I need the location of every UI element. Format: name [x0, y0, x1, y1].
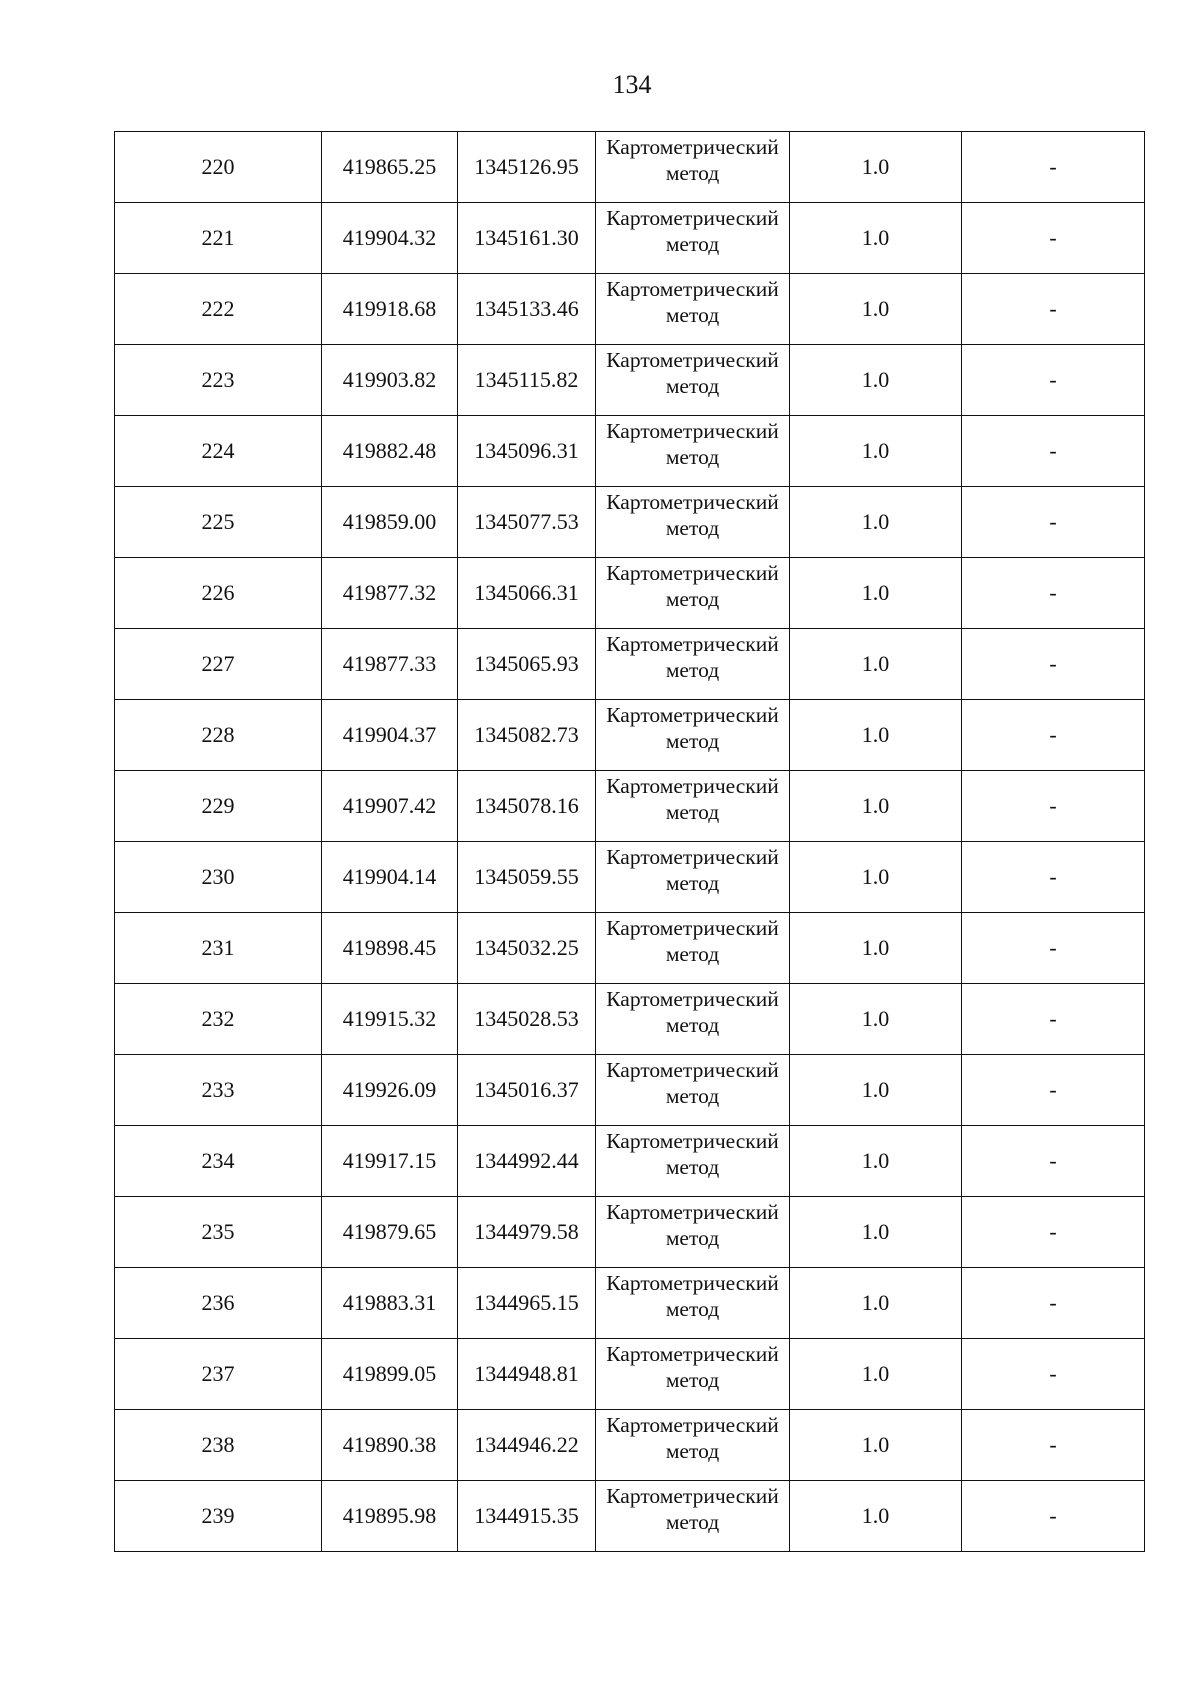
note-cell: -	[962, 1268, 1145, 1339]
method-cell	[596, 203, 790, 274]
method-line2: метод	[665, 587, 720, 611]
method-line2: метод	[665, 1084, 720, 1108]
x-coordinate-cell: 419895.98	[322, 1481, 458, 1552]
x-coordinate-cell: 419904.14	[322, 842, 458, 913]
x-coordinate-cell: 419907.42	[322, 771, 458, 842]
table-row	[115, 842, 1145, 913]
table-row	[115, 1339, 1145, 1410]
note-cell: -	[962, 416, 1145, 487]
method-line2: метод	[665, 1368, 720, 1392]
method-cell	[596, 700, 790, 771]
method-line1: Картометрический	[606, 277, 779, 301]
table-row	[115, 1410, 1145, 1481]
point-number-cell: 231	[115, 913, 322, 984]
point-number-cell: 229	[115, 771, 322, 842]
y-coordinate-cell: 1344979.58	[458, 1197, 596, 1268]
method-line1: Картометрический	[606, 1413, 779, 1437]
method-line2: метод	[665, 1439, 720, 1463]
method-cell	[596, 913, 790, 984]
method-cell	[596, 558, 790, 629]
x-coordinate-cell: 419899.05	[322, 1339, 458, 1410]
method-line1: Картометрический	[606, 774, 779, 798]
x-coordinate-cell: 419917.15	[322, 1126, 458, 1197]
y-coordinate-cell: 1345161.30	[458, 203, 596, 274]
y-coordinate-cell: 1345078.16	[458, 771, 596, 842]
method-line2: метод	[665, 303, 720, 327]
accuracy-cell: 1.0	[790, 1268, 962, 1339]
method-line1: Картометрический	[606, 561, 779, 585]
table-row	[115, 771, 1145, 842]
y-coordinate-cell: 1345065.93	[458, 629, 596, 700]
table-row	[115, 700, 1145, 771]
point-number-cell: 238	[115, 1410, 322, 1481]
point-number-cell: 225	[115, 487, 322, 558]
table-row	[115, 1481, 1145, 1552]
method-line2: метод	[665, 729, 720, 753]
method-cell	[596, 132, 790, 203]
table-row	[115, 629, 1145, 700]
x-coordinate-cell: 419915.32	[322, 984, 458, 1055]
x-coordinate-cell: 419883.31	[322, 1268, 458, 1339]
method-cell	[596, 345, 790, 416]
table-row	[115, 487, 1145, 558]
method-line1: Картометрический	[606, 916, 779, 940]
note-cell: -	[962, 274, 1145, 345]
method-cell	[596, 629, 790, 700]
note-cell: -	[962, 1055, 1145, 1126]
x-coordinate-cell: 419879.65	[322, 1197, 458, 1268]
method-line2: метод	[665, 942, 720, 966]
point-number-cell: 230	[115, 842, 322, 913]
point-number-cell: 227	[115, 629, 322, 700]
x-coordinate-cell: 419865.25	[322, 132, 458, 203]
accuracy-cell: 1.0	[790, 1481, 962, 1552]
y-coordinate-cell: 1344992.44	[458, 1126, 596, 1197]
accuracy-cell: 1.0	[790, 1197, 962, 1268]
note-cell: -	[962, 629, 1145, 700]
accuracy-cell: 1.0	[790, 132, 962, 203]
method-cell	[596, 1481, 790, 1552]
accuracy-cell: 1.0	[790, 416, 962, 487]
method-line2: метод	[665, 374, 720, 398]
accuracy-cell: 1.0	[790, 629, 962, 700]
accuracy-cell: 1.0	[790, 700, 962, 771]
method-line1: Картометрический	[606, 1200, 779, 1224]
method-line2: метод	[665, 658, 720, 682]
accuracy-cell: 1.0	[790, 487, 962, 558]
table-row	[115, 1197, 1145, 1268]
method-cell	[596, 487, 790, 558]
y-coordinate-cell: 1345059.55	[458, 842, 596, 913]
accuracy-cell: 1.0	[790, 345, 962, 416]
note-cell: -	[962, 345, 1145, 416]
y-coordinate-cell: 1344948.81	[458, 1339, 596, 1410]
method-line1: Картометрический	[606, 1058, 779, 1082]
x-coordinate-cell: 419898.45	[322, 913, 458, 984]
page-number: 134	[612, 70, 652, 99]
y-coordinate-cell: 1344946.22	[458, 1410, 596, 1481]
accuracy-cell: 1.0	[790, 1055, 962, 1126]
note-cell: -	[962, 558, 1145, 629]
method-line1: Картометрический	[606, 987, 779, 1011]
y-coordinate-cell: 1345082.73	[458, 700, 596, 771]
y-coordinate-cell: 1345066.31	[458, 558, 596, 629]
accuracy-cell: 1.0	[790, 274, 962, 345]
note-cell: -	[962, 1481, 1145, 1552]
accuracy-cell: 1.0	[790, 842, 962, 913]
point-number-cell: 223	[115, 345, 322, 416]
note-cell: -	[962, 984, 1145, 1055]
method-cell	[596, 1126, 790, 1197]
point-number-cell: 221	[115, 203, 322, 274]
table-row	[115, 984, 1145, 1055]
x-coordinate-cell: 419918.68	[322, 274, 458, 345]
point-number-cell: 233	[115, 1055, 322, 1126]
accuracy-cell: 1.0	[790, 1339, 962, 1410]
accuracy-cell: 1.0	[790, 984, 962, 1055]
method-line2: метод	[665, 516, 720, 540]
table-row	[115, 132, 1145, 203]
method-line1: Картометрический	[606, 1271, 779, 1295]
method-line2: метод	[665, 1226, 720, 1250]
method-line1: Картометрический	[606, 1342, 779, 1366]
y-coordinate-cell: 1345028.53	[458, 984, 596, 1055]
note-cell: -	[962, 203, 1145, 274]
y-coordinate-cell: 1344915.35	[458, 1481, 596, 1552]
method-line2: метод	[665, 232, 720, 256]
point-number-cell: 226	[115, 558, 322, 629]
method-line1: Картометрический	[606, 1484, 779, 1508]
note-cell: -	[962, 1197, 1145, 1268]
point-number-cell: 220	[115, 132, 322, 203]
point-number-cell: 234	[115, 1126, 322, 1197]
accuracy-cell: 1.0	[790, 203, 962, 274]
method-line2: метод	[665, 445, 720, 469]
method-line2: метод	[665, 871, 720, 895]
method-cell	[596, 771, 790, 842]
method-cell	[596, 984, 790, 1055]
x-coordinate-cell: 419859.00	[322, 487, 458, 558]
y-coordinate-cell: 1345115.82	[458, 345, 596, 416]
note-cell: -	[962, 1339, 1145, 1410]
x-coordinate-cell: 419890.38	[322, 1410, 458, 1481]
point-number-cell: 237	[115, 1339, 322, 1410]
method-cell	[596, 1410, 790, 1481]
note-cell: -	[962, 700, 1145, 771]
table-row	[115, 203, 1145, 274]
method-line1: Картометрический	[606, 135, 779, 159]
method-line2: метод	[665, 1155, 720, 1179]
method-line1: Картометрический	[606, 632, 779, 656]
note-cell: -	[962, 842, 1145, 913]
x-coordinate-cell: 419926.09	[322, 1055, 458, 1126]
y-coordinate-cell: 1345032.25	[458, 913, 596, 984]
method-cell	[596, 1268, 790, 1339]
y-coordinate-cell: 1345126.95	[458, 132, 596, 203]
table-row	[115, 274, 1145, 345]
table-body	[115, 132, 1145, 1552]
y-coordinate-cell: 1345077.53	[458, 487, 596, 558]
y-coordinate-cell: 1345096.31	[458, 416, 596, 487]
table-row	[115, 416, 1145, 487]
x-coordinate-cell: 419877.32	[322, 558, 458, 629]
method-cell	[596, 274, 790, 345]
coordinates-table	[114, 131, 1145, 1552]
x-coordinate-cell: 419877.33	[322, 629, 458, 700]
accuracy-cell: 1.0	[790, 1126, 962, 1197]
accuracy-cell: 1.0	[790, 913, 962, 984]
method-cell	[596, 1339, 790, 1410]
method-line2: метод	[665, 1297, 720, 1321]
table-row	[115, 1055, 1145, 1126]
note-cell: -	[962, 132, 1145, 203]
x-coordinate-cell: 419903.82	[322, 345, 458, 416]
method-line1: Картометрический	[606, 206, 779, 230]
point-number-cell: 232	[115, 984, 322, 1055]
method-line1: Картометрический	[606, 703, 779, 727]
x-coordinate-cell: 419882.48	[322, 416, 458, 487]
method-line2: метод	[665, 1013, 720, 1037]
method-line2: метод	[665, 800, 720, 824]
x-coordinate-cell: 419904.37	[322, 700, 458, 771]
y-coordinate-cell: 1345133.46	[458, 274, 596, 345]
point-number-cell: 236	[115, 1268, 322, 1339]
accuracy-cell: 1.0	[790, 558, 962, 629]
method-line1: Картометрический	[606, 490, 779, 514]
method-cell	[596, 1055, 790, 1126]
x-coordinate-cell: 419904.32	[322, 203, 458, 274]
method-cell	[596, 842, 790, 913]
point-number-cell: 239	[115, 1481, 322, 1552]
method-cell	[596, 416, 790, 487]
table-row	[115, 1268, 1145, 1339]
method-line1: Картометрический	[606, 1129, 779, 1153]
method-line1: Картометрический	[606, 419, 779, 443]
note-cell: -	[962, 487, 1145, 558]
y-coordinate-cell: 1344965.15	[458, 1268, 596, 1339]
note-cell: -	[962, 1410, 1145, 1481]
table-row	[115, 913, 1145, 984]
note-cell: -	[962, 771, 1145, 842]
point-number-cell: 228	[115, 700, 322, 771]
point-number-cell: 224	[115, 416, 322, 487]
note-cell: -	[962, 1126, 1145, 1197]
method-cell	[596, 1197, 790, 1268]
table-row	[115, 345, 1145, 416]
point-number-cell: 222	[115, 274, 322, 345]
method-line1: Картометрический	[606, 348, 779, 372]
method-line2: метод	[665, 161, 720, 185]
point-number-cell: 235	[115, 1197, 322, 1268]
accuracy-cell: 1.0	[790, 771, 962, 842]
table-row	[115, 558, 1145, 629]
method-line2: метод	[665, 1510, 720, 1534]
method-line1: Картометрический	[606, 845, 779, 869]
table-row	[115, 1126, 1145, 1197]
note-cell: -	[962, 913, 1145, 984]
accuracy-cell: 1.0	[790, 1410, 962, 1481]
y-coordinate-cell: 1345016.37	[458, 1055, 596, 1126]
